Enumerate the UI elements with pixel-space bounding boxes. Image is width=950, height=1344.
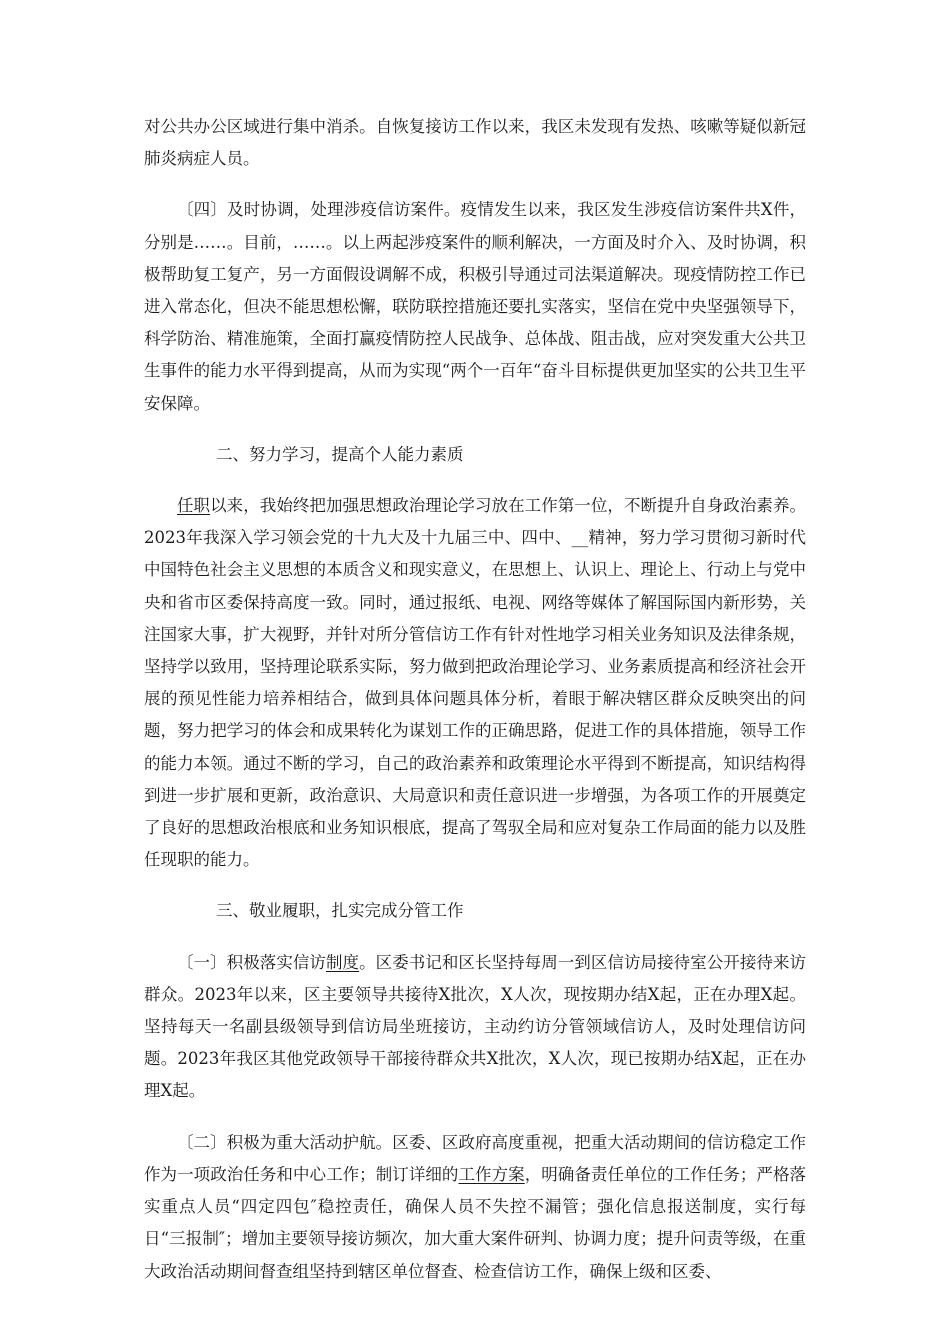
paragraph-major-events-text: ，明确备责任单位的工作任务；严格落实重点人员“四定四包″稳控责任，确保人员不失控不漏管；强化信息报送制度，实行每日“三报制″；增加主要领导接访频次，加大重大案件研判、协调力度；提升问责等级，在重大政治活动期间督查组坚持到辖区单位督查、检查信访工作，确保上级和区委、 [144, 1164, 807, 1281]
paragraph-study-text: 以来，我始终把加强思想政治理论学习放在工作第一位，不断提升自身政治素养。2023年我深入学习领会党的十九大及十九届三中、四中、__精神，努力学习贯彻习新时代中国特色社会主义思想的本质含义和现实意义，在思想上、认识上、理论上、行动上与党中央和省市区委保持高度一致。同时，通过报纸、电视、网络等媒体了解国际国内新形势，关注国家大事，扩大视野，并针对所分管信访工作有针对性地学习相关业务知识及法律条规，坚持学以致用，坚持理论联系实际，努力做到把政治理论学习、业务素质提高和经济社会开展的预见性能力培养相结合，做到具体问题具体分析，着眼于解决辖区群众反映突出的问题，努力把学习的体会和成果转化为谋划工作的正确思路，促进工作的具体措施，领导工作的能力本领。通过不断的学习，自己的政治素养和政策理论水平得到不断提高，知识结构得到进一步扩展和更新，政治意识、大局意识和责任意识进一步增强，为各项工作的开展奠定了良好的思想政治根底和业务知识根底，提高了驾驭全局和应对复杂工作局面的能力以及胜任现职的能力。 [144, 496, 807, 870]
paragraph-major-events-lead: 〔二〕积极为重大活动护航。区委、区政府高度重视，把重大活动期间的信访稳定工作作为一项政治任务和中心工作；制订详细的 [144, 1132, 806, 1184]
paragraph-disinfection: 对公共办公区域进行集中消杀。自恢复接访工作以来，我区未发现有发热、咳嗽等疑似新冠肺炎病症人员。 [144, 117, 806, 169]
section-heading-study: 二、努力学习，提高个人能力素质 [216, 444, 464, 464]
paragraph-epidemic-petitions: 〔四〕及时协调，处理涉疫信访案件。疫情发生以来，我区发生涉疫信访案件共X件，分别是……。目前，……。以上两起涉疫案件的顺利解决，一方面及时介入、及时协调，积极帮助复工复产，另一方面假设调解不成，积极引导通过司法渠道解决。现疫情防控工作已进入常态化，但决不能思想松懈，联防联控措施还要扎实落实，坚信在党中央坚强领导下，科学防治、精准施策，全面打赢疫情防控人民战争、总体战、阻击战，应对突发重大公共卫生事件的能力水平得到提高，从而为实现“两个一百年“奋斗目标提供更加坚实的公共卫生平安保障。 [144, 200, 806, 413]
link-appointment[interactable]: 任职 [177, 496, 211, 516]
paragraph-petition-system [144, 947, 806, 1108]
section-heading-duties: 三、敬业履职，扎实完成分管工作 [216, 901, 464, 921]
paragraph-major-events [144, 1127, 806, 1288]
document-body [144, 111, 806, 1307]
paragraph-petition-system-lead: 〔一〕积极落实信访 [177, 952, 326, 972]
link-system[interactable]: 制度 [326, 952, 360, 972]
link-work-plan[interactable]: 工作方案 [458, 1164, 525, 1184]
paragraph-study [144, 490, 806, 876]
paragraph-petition-system-text: 。区委书记和区长坚持每周一到区信访局接待室公开接待来访群众。2023年以来，区主要领导共接待X批次，X人次，现按期办结X起，正在办理X起。坚持每天一名副县级领导到信访局坐班接访，主动约访分管领域信访人，及时处理信访问题。2023年我区其他党政领导干部接待群众共X批次，X人次，现已按期办结X起，正在办理X起。 [144, 952, 807, 1101]
